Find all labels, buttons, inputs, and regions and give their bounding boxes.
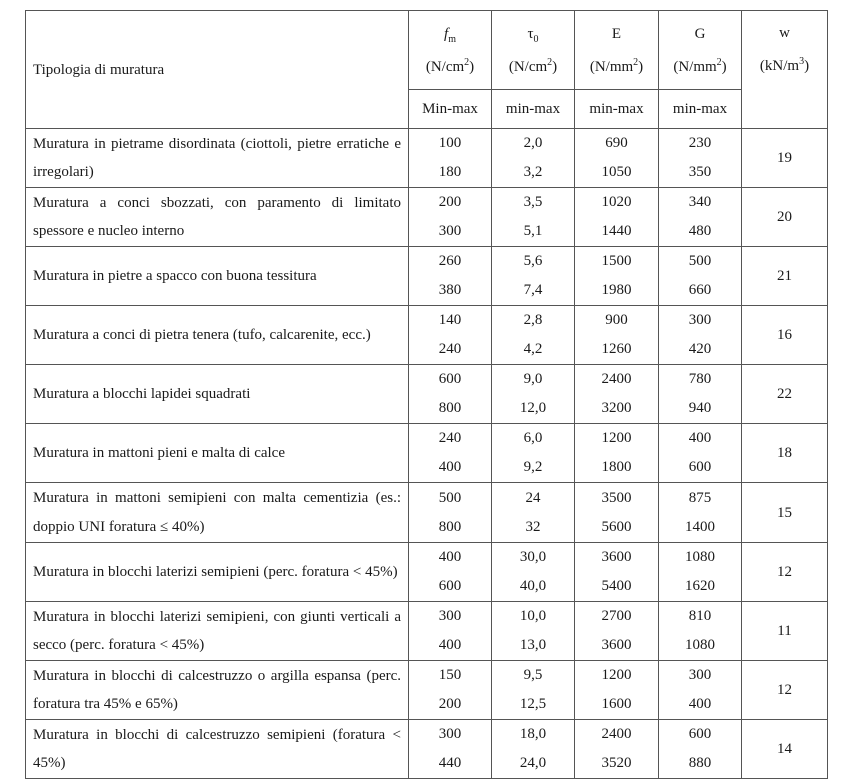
value-fm-min: 200 — [438, 194, 462, 210]
value-tau-min: 5,6 — [523, 253, 543, 269]
row-description: Muratura a blocchi lapidei squadrati — [26, 365, 409, 424]
value-fm-min: 150 — [438, 667, 462, 683]
value-tau-max: 9,2 — [523, 459, 543, 475]
value-tau-max: 3,2 — [523, 164, 543, 180]
table-body — [26, 129, 828, 779]
cell-g — [659, 720, 742, 779]
cell-tau — [492, 661, 575, 720]
row-description: Muratura in pietrame disordinata (ciottoli, pietre erratiche e irregolari) — [26, 129, 409, 188]
table-row — [26, 247, 828, 306]
value-fm-min: 140 — [438, 312, 462, 328]
header-tipologia: Tipologia di muratura — [26, 11, 409, 129]
cell-tau — [492, 483, 575, 543]
value-g-min: 1080 — [685, 549, 715, 565]
row-description: Muratura in mattoni pieni e malta di calce — [26, 424, 409, 483]
cell-e — [575, 543, 659, 602]
cell-g — [659, 661, 742, 720]
value-g-max: 600 — [688, 459, 712, 475]
value-tau-min: 9,5 — [523, 667, 543, 683]
value-e-max: 3520 — [601, 755, 632, 771]
cell-tau — [492, 424, 575, 483]
value-fm-max: 180 — [438, 164, 462, 180]
table-row — [26, 543, 828, 602]
table-row — [26, 424, 828, 483]
value-e-min: 1200 — [601, 430, 632, 446]
row-description: Muratura in mattoni semipieni con malta cementizia (es.: doppio UNI foratura ≤ 40%) — [26, 483, 409, 543]
value-e-max: 3600 — [601, 637, 632, 653]
value-fm-min: 300 — [438, 726, 462, 742]
value-tau-max: 13,0 — [519, 637, 547, 653]
row-description: Muratura a conci sbozzati, con paramento di limitato spessore e nucleo interno — [26, 188, 409, 247]
cell-tau — [492, 543, 575, 602]
value-g-max: 350 — [688, 164, 712, 180]
cell-e — [575, 306, 659, 365]
value-tau-min: 24 — [525, 489, 541, 506]
value-g-max: 1080 — [685, 637, 715, 653]
value-tau-min: 2,0 — [523, 135, 543, 151]
cell-w: 11 — [742, 602, 828, 661]
cell-fm — [409, 483, 492, 543]
value-tau-max: 12,5 — [519, 696, 547, 712]
value-e-min: 2700 — [601, 608, 632, 624]
value-fm-max: 400 — [438, 637, 462, 653]
cell-e — [575, 365, 659, 424]
cell-w: 14 — [742, 720, 828, 779]
value-e-max: 3200 — [601, 400, 632, 416]
cell-w: 15 — [742, 483, 828, 543]
value-e-min: 3600 — [601, 549, 632, 565]
value-e-max: 5400 — [601, 578, 632, 594]
cell-e — [575, 720, 659, 779]
header-tau: $\tau_0$ $(N/cm^2)$ — [492, 11, 575, 90]
cell-g — [659, 424, 742, 483]
value-e-min: 2400 — [601, 726, 632, 742]
cell-tau — [492, 720, 575, 779]
value-g-min: 780 — [688, 371, 712, 387]
value-e-min: 2400 — [601, 371, 632, 387]
cell-w: 12 — [742, 543, 828, 602]
cell-fm — [409, 543, 492, 602]
cell-tau — [492, 247, 575, 306]
value-g-min: 340 — [688, 194, 712, 210]
table-row — [26, 483, 828, 543]
value-fm-min: 300 — [438, 608, 462, 624]
header-g: G $(N/mm^2)$ — [659, 11, 742, 90]
cell-tau — [492, 129, 575, 188]
value-fm-min: 500 — [438, 489, 462, 506]
value-tau-min: 10,0 — [519, 608, 547, 624]
value-e-max: 1980 — [601, 282, 632, 298]
cell-w: 16 — [742, 306, 828, 365]
table-row — [26, 365, 828, 424]
table-row — [26, 661, 828, 720]
cell-tau — [492, 602, 575, 661]
row-description: Muratura in pietre a spacco con buona tessitura — [26, 247, 409, 306]
value-g-max: 480 — [688, 223, 712, 239]
value-fm-max: 800 — [438, 518, 462, 535]
value-fm-min: 260 — [438, 253, 462, 269]
value-e-max: 1600 — [601, 696, 632, 712]
value-g-min: 875 — [688, 489, 712, 506]
value-tau-max: 40,0 — [519, 578, 547, 594]
cell-e — [575, 129, 659, 188]
value-tau-max: 12,0 — [519, 400, 547, 416]
value-g-max: 880 — [688, 755, 712, 771]
value-g-max: 400 — [688, 696, 712, 712]
cell-g — [659, 247, 742, 306]
range-tau: min-max — [492, 90, 575, 129]
value-e-min: 3500 — [601, 489, 632, 506]
value-g-min: 300 — [688, 312, 712, 328]
value-e-min: 1020 — [601, 194, 632, 210]
cell-w: 22 — [742, 365, 828, 424]
cell-e — [575, 188, 659, 247]
value-e-min: 1500 — [601, 253, 632, 269]
cell-fm — [409, 720, 492, 779]
cell-g — [659, 188, 742, 247]
range-fm: Min-max — [409, 90, 492, 129]
row-description: Muratura a conci di pietra tenera (tufo, calcarenite, ecc.) — [26, 306, 409, 365]
cell-fm — [409, 306, 492, 365]
value-fm-min: 240 — [438, 430, 462, 446]
value-fm-max: 440 — [438, 755, 462, 771]
cell-fm — [409, 602, 492, 661]
cell-w: 18 — [742, 424, 828, 483]
value-tau-max: 7,4 — [523, 282, 543, 298]
header-w: w $(kN/m^3)$ — [742, 11, 828, 129]
value-g-min: 810 — [688, 608, 712, 624]
value-g-min: 600 — [688, 726, 712, 742]
cell-tau — [492, 188, 575, 247]
cell-w: 19 — [742, 129, 828, 188]
value-g-min: 230 — [688, 135, 712, 151]
value-tau-max: 32 — [525, 518, 541, 535]
cell-fm — [409, 129, 492, 188]
cell-w: 20 — [742, 188, 828, 247]
value-g-max: 1400 — [685, 518, 715, 535]
value-e-min: 1200 — [601, 667, 632, 683]
value-tau-min: 2,8 — [523, 312, 543, 328]
value-tau-min: 30,0 — [519, 549, 547, 565]
row-description: Muratura in blocchi laterizi semipieni (perc. foratura < 45%) — [26, 543, 409, 602]
value-e-max: 5600 — [601, 518, 632, 535]
value-fm-min: 600 — [438, 371, 462, 387]
cell-fm — [409, 424, 492, 483]
cell-g — [659, 543, 742, 602]
value-tau-min: 6,0 — [523, 430, 543, 446]
value-fm-max: 800 — [438, 400, 462, 416]
value-g-max: 940 — [688, 400, 712, 416]
value-tau-min: 3,5 — [523, 194, 543, 210]
cell-fm — [409, 365, 492, 424]
table-row — [26, 602, 828, 661]
value-fm-min: 100 — [438, 135, 462, 151]
masonry-properties-table — [25, 10, 828, 779]
cell-g — [659, 365, 742, 424]
value-fm-max: 600 — [438, 578, 462, 594]
value-fm-max: 300 — [438, 223, 462, 239]
value-e-max: 1050 — [601, 164, 632, 180]
value-g-min: 500 — [688, 253, 712, 269]
cell-w: 12 — [742, 661, 828, 720]
value-g-max: 660 — [688, 282, 712, 298]
value-e-min: 900 — [605, 312, 628, 328]
cell-fm — [409, 188, 492, 247]
value-g-min: 400 — [688, 430, 712, 446]
header-fm: $f_m$ $(N/cm^2)$ — [409, 11, 492, 90]
cell-g — [659, 306, 742, 365]
value-g-max: 420 — [688, 341, 712, 357]
value-e-max: 1440 — [601, 223, 632, 239]
cell-e — [575, 247, 659, 306]
cell-g — [659, 602, 742, 661]
table-row — [26, 188, 828, 247]
value-fm-max: 200 — [438, 696, 462, 712]
value-e-min: 690 — [605, 135, 628, 151]
cell-fm — [409, 661, 492, 720]
value-tau-max: 5,1 — [523, 223, 543, 239]
value-g-max: 1620 — [685, 578, 715, 594]
cell-g — [659, 129, 742, 188]
cell-tau — [492, 365, 575, 424]
table-row — [26, 129, 828, 188]
value-tau-min: 18,0 — [519, 726, 547, 742]
table-row — [26, 306, 828, 365]
range-g: min-max — [659, 90, 742, 129]
value-tau-max: 4,2 — [523, 341, 543, 357]
cell-g — [659, 483, 742, 543]
value-fm-max: 380 — [438, 282, 462, 298]
value-fm-min: 400 — [438, 549, 462, 565]
cell-w: 21 — [742, 247, 828, 306]
cell-tau — [492, 306, 575, 365]
value-e-max: 1800 — [601, 459, 632, 475]
row-description: Muratura in blocchi di calcestruzzo o argilla espansa (perc. foratura tra 45% e 65%) — [26, 661, 409, 720]
value-g-min: 300 — [688, 667, 712, 683]
range-e: min-max — [575, 90, 659, 129]
value-tau-max: 24,0 — [519, 755, 547, 771]
cell-e — [575, 602, 659, 661]
value-fm-max: 240 — [438, 341, 462, 357]
header-row — [26, 11, 828, 90]
cell-fm — [409, 247, 492, 306]
table-row — [26, 720, 828, 779]
cell-e — [575, 483, 659, 543]
header-e: E $(N/mm^2)$ — [575, 11, 659, 90]
value-e-max: 1260 — [601, 341, 632, 357]
value-tau-min: 9,0 — [523, 371, 543, 387]
value-fm-max: 400 — [438, 459, 462, 475]
cell-e — [575, 424, 659, 483]
cell-e — [575, 661, 659, 720]
row-description: Muratura in blocchi laterizi semipieni, con giunti verticali a secco (perc. foratura < 45%) — [26, 602, 409, 661]
row-description: Muratura in blocchi di calcestruzzo semipieni (foratura < 45%) — [26, 720, 409, 779]
